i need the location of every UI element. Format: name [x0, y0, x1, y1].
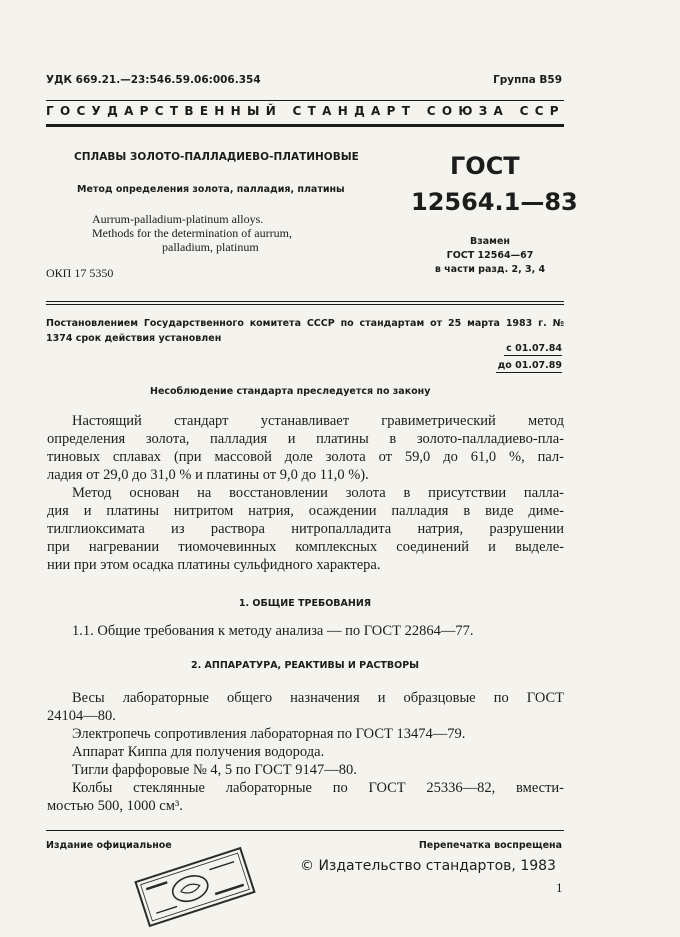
- validity-dates: [496, 340, 562, 374]
- divider-rule: [46, 301, 564, 302]
- text-line: определения золота, палладия и платины в золото-палладиево-пла-: [47, 431, 564, 447]
- text-line: при нагревании тиомочевинных комплексных соединений и выделе-: [47, 539, 564, 555]
- text-line: дия и платины нитритом натрия, осаждении палладия в виде диме-: [47, 503, 564, 519]
- valid-to: до 01.07.89: [497, 360, 562, 371]
- gost-label: ГОСТ: [450, 152, 520, 180]
- method-title-en-line: palladium, platinum: [162, 240, 259, 254]
- text-line: Аппарат Киппа для получения водорода.: [72, 744, 325, 760]
- group-code: Группа B59: [493, 74, 562, 86]
- text-line: Настоящий стандарт устанавливает гравиметрический метод: [72, 413, 564, 429]
- method-title-en: [92, 212, 292, 254]
- valid-from: с 01.07.84: [506, 343, 562, 354]
- document-series-title: ГОСУДАРСТВЕННЫЙ СТАНДАРТ СОЮЗА ССР: [46, 104, 565, 118]
- replaces-line: Взамен: [470, 236, 510, 247]
- top-rule: [46, 100, 564, 101]
- section-heading-apparatus: 2. АППАРАТУРА, РЕАКТИВЫ И РАСТВОРЫ: [190, 660, 420, 671]
- text-line: ладия от 29,0 до 31,0 % и платины от 9,0 до 11,0 %).: [47, 467, 369, 483]
- text-line: мостью 500, 1000 см³.: [47, 798, 183, 814]
- okp-code: ОКП 17 5350: [46, 266, 114, 280]
- legal-warning: Несоблюдение стандарта преследуется по закону: [150, 386, 431, 397]
- udk-code: УДК 669.21.—23:546.59.06:006.354: [46, 74, 261, 86]
- library-stamp-icon: [130, 842, 260, 932]
- replaces-line: ГОСТ 12564—67: [446, 250, 534, 261]
- page-number: 1: [556, 880, 563, 895]
- apparatus-list: [47, 689, 564, 815]
- intro-text: [47, 412, 564, 574]
- general-requirements-text: 1.1. Общие требования к методу анализа — по ГОСТ 22864—77.: [72, 623, 474, 639]
- replaces-note: [420, 235, 560, 277]
- standard-name: СПЛАВЫ ЗОЛОТО-ПАЛЛАДИЕВО-ПЛАТИНОВЫЕ: [74, 151, 359, 163]
- text-line: тиновых сплавах (при массовой доле золота от 59,0 до 61,0 %, пал-: [47, 449, 564, 465]
- text-line: нии при этом осадка платины сульфидного характера.: [47, 557, 381, 573]
- decree-text: Постановлением Государственного комитета СССР по стандартам от 25 марта 1983 г. № 1374 срок действия установлен: [46, 318, 564, 344]
- method-title-en-line: Aurrum-palladium-platinum alloys.: [92, 212, 264, 226]
- reprint-notice: Перепечатка воспрещена: [418, 840, 562, 851]
- title-rule: [46, 124, 564, 127]
- text-line: Колбы стеклянные лабораторные по ГОСТ 25336—82, вмести-: [72, 780, 564, 796]
- text-line: Электропечь сопротивления лабораторная по ГОСТ 13474—79.: [72, 726, 466, 742]
- text-line: 24104—80.: [47, 708, 116, 724]
- text-line: Тигли фарфоровые № 4, 5 по ГОСТ 9147—80.: [72, 762, 357, 778]
- section-heading-general: 1. ОБЩИЕ ТРЕБОВАНИЯ: [238, 598, 372, 609]
- text-line: Весы лабораторные общего назначения и образцовые по ГОСТ: [72, 690, 564, 706]
- gost-number: 12564.1—83: [411, 188, 578, 216]
- divider-rule: [46, 304, 564, 305]
- official-edition: Издание официальное: [46, 840, 172, 851]
- method-title-en-line: Methods for the determination of aurrum,: [92, 226, 292, 240]
- copyright: © Издательство стандартов, 1983: [300, 858, 556, 874]
- method-title-ru: Метод определения золота, палладия, платины: [77, 184, 345, 195]
- text-line: тилглиоксимата из раствора нитропалладита натрия, разрушении: [47, 521, 564, 537]
- footer-rule: [46, 830, 564, 831]
- replaces-line: в части разд. 2, 3, 4: [434, 264, 546, 275]
- text-line: Метод основан на восстановлении золота в присутствии палла-: [72, 485, 564, 501]
